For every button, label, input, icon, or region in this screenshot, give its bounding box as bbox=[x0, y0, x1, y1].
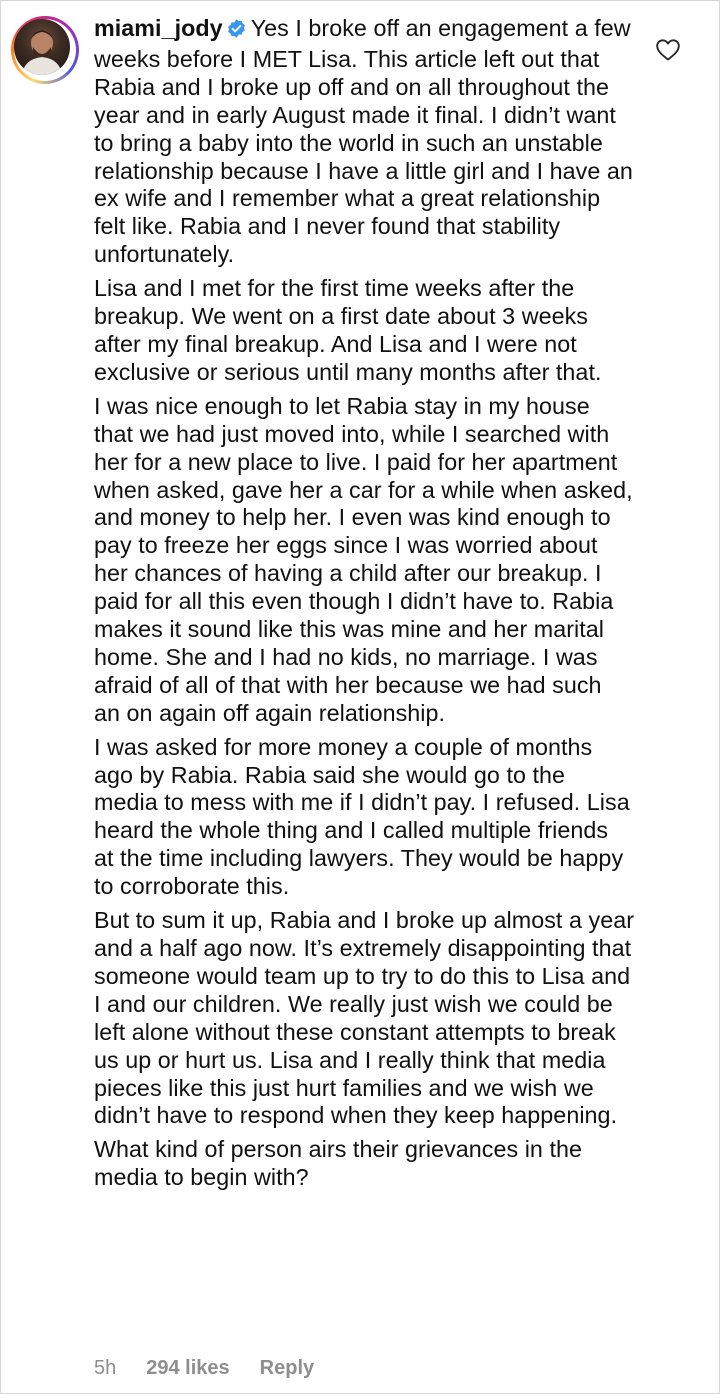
likes-count[interactable]: 294 likes bbox=[146, 1357, 230, 1379]
username[interactable]: miami_jody bbox=[94, 15, 223, 41]
verified-badge-icon bbox=[226, 18, 247, 46]
comment-timestamp: 5h bbox=[94, 1357, 117, 1379]
avatar-story-ring[interactable] bbox=[11, 16, 79, 84]
comment-paragraph: What kind of person airs their grievances in the media to begin with? bbox=[94, 1136, 582, 1191]
heart-outline-icon[interactable] bbox=[655, 38, 681, 62]
comment-paragraph: But to sum it up, Rabia and I broke up almost a year and a half ago now. It’s extremely disappointing that someone would team up to try to do this to Lisa and I and our children. We really just wish we could be left alone without these constant attempts to break us up or hurt us. Lisa and I really think that media pieces like this just hurt families and we wish we didn’t have to respond when they keep happening. bbox=[94, 907, 635, 1129]
comment-body bbox=[94, 15, 634, 1198]
reply-button[interactable]: Reply bbox=[259, 1357, 315, 1379]
comment-paragraph: I was nice enough to let Rabia stay in my house that we had just moved into, while I searched with her for a new place to live. I paid for her apartment when asked, gave her a car for a while when asked, and money to help her. I even was kind enough to pay to freeze her eggs since I was worried about her chances of having a child after our breakup. I paid for all this even though I didn’t have to. Rabia makes it sound like this was mine and her marital home. She and I had no kids, no marriage. I was afraid of all of that with her because we had such an on again off again relationship. bbox=[94, 392, 633, 726]
avatar[interactable] bbox=[14, 19, 70, 75]
comment-paragraph: I was asked for more money a couple of months ago by Rabia. Rabia said she would go to the media to mess with me if I didn’t pay. I refused. Lisa heard the whole thing and I called multiple friends at the time including lawyers. They would be happy to corroborate this. bbox=[94, 733, 630, 900]
comment-paragraph: Lisa and I met for the first time weeks after the breakup. We went on a first date about 3 weeks after my final breakup. And Lisa and I were not exclusive or serious until many months after that. bbox=[94, 275, 602, 385]
comment-paragraph bbox=[94, 15, 634, 269]
comment-text: Yes I broke off an engagement a few weeks before I MET Lisa. This article left out that Rabia and I broke up off and on all throughout the year and in early August made it final. I didn’t want to bring a baby into the world in such an unstable relationship because I have a little girl and I have an ex wife and I remember what a great relationship felt like. Rabia and I never found that stability unfortunately. bbox=[94, 15, 633, 268]
comment-meta bbox=[94, 1357, 314, 1380]
avatar-photo bbox=[14, 19, 70, 75]
